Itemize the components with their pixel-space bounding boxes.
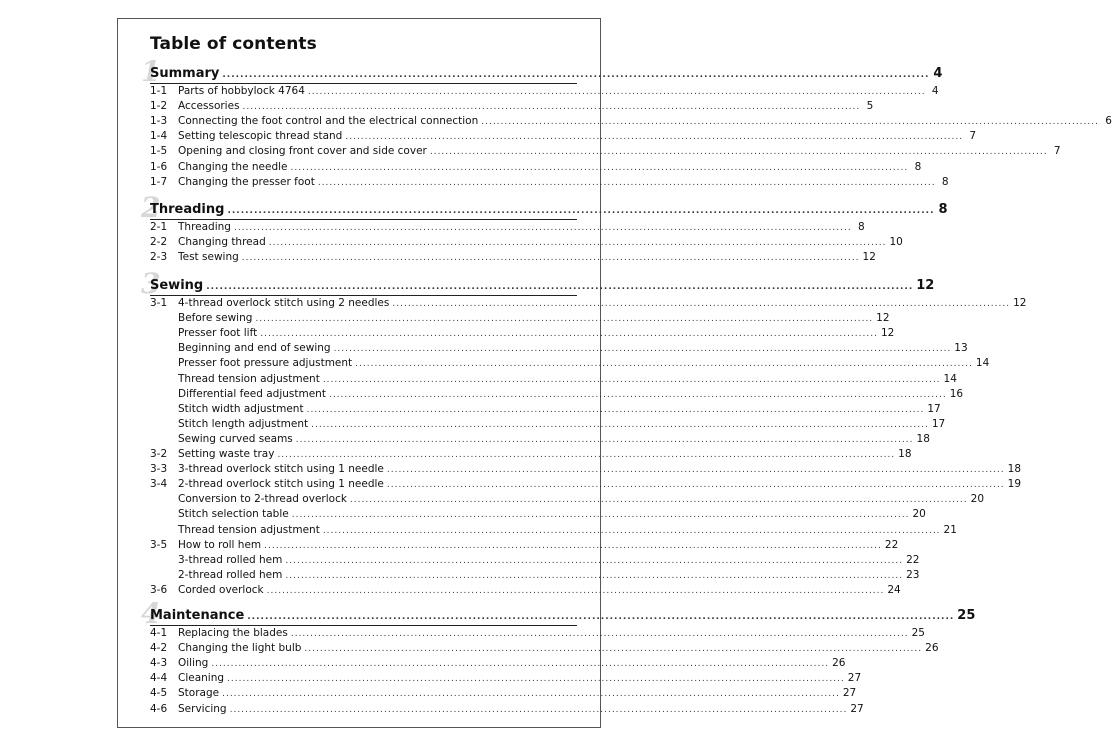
- entry-label: Sewing curved seams: [178, 432, 293, 445]
- dot-leader: ................................................................................................................................................................: [206, 282, 914, 292]
- entry-number: 2-2: [150, 236, 168, 249]
- section-heading-label: Summary: [150, 66, 220, 81]
- entry-page: 20: [912, 508, 926, 521]
- entry-label: Accessories: [178, 100, 240, 113]
- entry-number: 3-4: [150, 478, 168, 491]
- entry-number: 1-6: [150, 160, 168, 173]
- dot-leader: ................................................................................................................................................................: [290, 629, 909, 639]
- entry-label: Changing the presser foot: [178, 175, 315, 188]
- entry-page: 17: [927, 402, 941, 415]
- section-heading[interactable]: [150, 202, 948, 220]
- entry-page: 7: [1053, 145, 1061, 158]
- dot-leader: ................................................................................................................................................................: [481, 117, 1099, 128]
- toc-entry[interactable]: [150, 493, 985, 508]
- entry-page: 22: [884, 538, 899, 551]
- entry-page: 18: [898, 448, 912, 460]
- toc-entry[interactable]: [150, 85, 939, 100]
- section-heading-label: Sewing: [150, 278, 204, 293]
- entry-page: 26: [925, 642, 939, 655]
- toc-entry[interactable]: [150, 387, 964, 403]
- toc-entry[interactable]: [150, 236, 903, 251]
- entry-page: 10: [889, 236, 903, 249]
- entry-label: Threading: [178, 221, 231, 233]
- entry-page: 21: [943, 523, 957, 536]
- entry-label: Setting waste tray: [178, 448, 275, 460]
- toc-entry[interactable]: [150, 568, 920, 584]
- entry-label: Changing the light bulb: [178, 642, 302, 655]
- section-heading-page: 8: [938, 202, 948, 217]
- entry-label: Beginning and end of sewing: [178, 342, 331, 355]
- entry-page: 12: [1013, 297, 1027, 309]
- entry-number: 1-4: [150, 130, 168, 143]
- entry-label: Thread tension adjustment: [178, 523, 320, 536]
- toc-entry[interactable]: [150, 642, 939, 657]
- section-heading[interactable]: [150, 608, 976, 626]
- entry-number: 4-1: [150, 627, 168, 639]
- entry-label: Before sewing: [178, 312, 253, 325]
- dot-leader: ................................................................................................................................................................: [241, 253, 860, 264]
- entry-page: 4: [931, 85, 939, 97]
- toc-entry[interactable]: [150, 672, 862, 687]
- entry-page: 18: [916, 432, 930, 445]
- entry-page: 7: [969, 130, 977, 143]
- section-heading-page: 25: [957, 608, 976, 623]
- entry-label: How to roll hem: [178, 538, 262, 551]
- entry-number: 1-1: [150, 85, 168, 97]
- dot-leader: ................................................................................................................................................................: [222, 689, 840, 700]
- entry-page: 13: [954, 342, 968, 355]
- dot-leader: ................................................................................................................................................................: [345, 132, 964, 143]
- entry-number: 3-5: [150, 538, 168, 551]
- entry-number: 4-3: [150, 657, 168, 670]
- toc-entry[interactable]: [150, 478, 1022, 493]
- entry-label: Setting telescopic thread stand: [178, 130, 343, 143]
- dot-leader: ................................................................................................................................................................: [260, 329, 878, 340]
- entry-label: Opening and closing front cover and side cover: [178, 145, 427, 158]
- dot-leader: ................................................................................................................................................................: [328, 389, 947, 400]
- toc-entry[interactable]: [150, 553, 920, 569]
- entry-page: 14: [943, 372, 957, 385]
- entry-page: 8: [914, 160, 922, 173]
- dot-leader: ................................................................................................................................................................: [268, 238, 887, 249]
- entry-label: Changing the needle: [178, 160, 288, 173]
- dot-leader: ................................................................................................................................................................: [264, 540, 882, 551]
- entry-page: 17: [931, 417, 946, 430]
- entry-number: 3-3: [150, 463, 168, 476]
- entry-number: 4-2: [150, 642, 168, 655]
- toc-entry[interactable]: [150, 448, 912, 463]
- toc-entry[interactable]: [150, 538, 899, 554]
- toc-entry[interactable]: [150, 145, 1061, 160]
- section-number-marker: 1: [141, 55, 161, 88]
- section-number-marker: 2: [141, 191, 161, 224]
- dot-leader: ................................................................................................................................................................: [285, 570, 904, 581]
- dot-leader: ................................................................................................................................................................: [222, 70, 930, 80]
- entry-page: 5: [866, 100, 874, 113]
- dot-leader: ................................................................................................................................................................: [227, 674, 845, 685]
- entry-number: 2-3: [150, 251, 168, 264]
- entry-label: Oiling: [178, 657, 209, 670]
- dot-leader: ................................................................................................................................................................: [333, 344, 952, 355]
- entry-number: 1-3: [150, 115, 168, 128]
- toc-entry[interactable]: [150, 342, 968, 357]
- dot-leader: ................................................................................................................................................................: [429, 147, 1048, 158]
- toc-entry[interactable]: [150, 627, 925, 642]
- entry-label: Conversion to 2-thread overlock: [178, 493, 347, 506]
- entry-number: 3-2: [150, 448, 168, 460]
- entry-page: 18: [1007, 463, 1022, 476]
- dot-leader: ................................................................................................................................................................: [322, 374, 941, 385]
- entry-number: 3-1: [150, 297, 168, 309]
- entry-page: 25: [911, 627, 925, 639]
- dot-leader: ................................................................................................................................................................: [304, 644, 923, 655]
- entry-label: Stitch selection table: [178, 508, 289, 521]
- toc-entry[interactable]: [150, 251, 876, 266]
- entry-label: Stitch width adjustment: [178, 402, 304, 415]
- toc-entry[interactable]: [150, 160, 922, 176]
- entry-page: 14: [975, 357, 990, 370]
- entry-label: 2-thread rolled hem: [178, 568, 283, 581]
- dot-leader: ................................................................................................................................................................: [386, 465, 1005, 476]
- entry-page: 19: [1007, 478, 1022, 491]
- toc-entry[interactable]: [150, 463, 1022, 478]
- dot-leader: ................................................................................................................................................................: [242, 102, 861, 113]
- entry-label: Thread tension adjustment: [178, 372, 320, 385]
- dot-leader: ................................................................................................................................................................: [285, 555, 904, 566]
- entry-page: 6: [1105, 115, 1112, 128]
- entry-label: Servicing: [178, 702, 227, 715]
- entry-page: 20: [970, 493, 985, 506]
- entry-number: 4-4: [150, 672, 168, 685]
- dot-leader: ................................................................................................................................................................: [227, 206, 935, 216]
- entry-number: 4-5: [150, 687, 168, 700]
- entry-label: Changing thread: [178, 236, 266, 249]
- dot-leader: ................................................................................................................................................................: [306, 404, 925, 415]
- toc-entry[interactable]: [150, 175, 949, 191]
- dot-leader: ................................................................................................................................................................: [277, 450, 896, 460]
- dot-leader: ................................................................................................................................................................: [211, 659, 830, 670]
- entry-number: 4-6: [150, 702, 168, 715]
- dot-leader: ................................................................................................................................................................: [386, 480, 1005, 491]
- dot-leader: ................................................................................................................................................................: [311, 419, 929, 430]
- entry-page: 8: [941, 175, 949, 188]
- dot-leader: ................................................................................................................................................................: [290, 162, 909, 173]
- toc-entry[interactable]: [150, 372, 957, 388]
- entry-number: 1-2: [150, 100, 168, 113]
- dot-leader: ................................................................................................................................................................: [317, 177, 936, 188]
- dot-leader: ................................................................................................................................................................: [291, 510, 910, 521]
- section-heading-label: Threading: [150, 202, 225, 217]
- toc-entry[interactable]: [150, 312, 890, 327]
- section-heading-page: 4: [933, 66, 943, 81]
- toc-entry[interactable]: [150, 100, 874, 115]
- toc-entry[interactable]: [150, 702, 864, 718]
- entry-label: Stitch length adjustment: [178, 417, 309, 430]
- toc-entry[interactable]: [150, 523, 957, 539]
- entry-label: Replacing the blades: [178, 627, 288, 639]
- toc-entry[interactable]: [150, 297, 1027, 312]
- toc-entry[interactable]: [150, 432, 930, 448]
- dot-leader: ................................................................................................................................................................: [322, 525, 941, 536]
- dot-leader: ................................................................................................................................................................: [349, 495, 968, 506]
- toc-entry[interactable]: [150, 583, 901, 599]
- entry-label: Test sewing: [178, 251, 239, 264]
- section-heading[interactable]: [150, 278, 935, 296]
- entry-page: 12: [862, 251, 876, 264]
- entry-number: 1-5: [150, 145, 168, 158]
- dot-leader: ................................................................................................................................................................: [392, 299, 1011, 309]
- toc-entry[interactable]: [150, 402, 941, 418]
- page-title: Table of contents: [150, 34, 317, 54]
- toc-entry[interactable]: [150, 115, 1112, 130]
- section-number-marker: 4: [141, 597, 161, 630]
- toc-entry[interactable]: [150, 357, 990, 372]
- toc-entry[interactable]: [150, 327, 895, 342]
- entry-label: Differential feed adjustment: [178, 387, 326, 400]
- section-number-marker: 3: [141, 267, 161, 300]
- entry-label: 3-thread rolled hem: [178, 553, 283, 566]
- dot-leader: ................................................................................................................................................................: [295, 434, 914, 445]
- entry-page: 26: [832, 657, 846, 670]
- entry-label: Storage: [178, 687, 220, 700]
- entry-label: Presser foot pressure adjustment: [178, 357, 353, 370]
- entry-label: Parts of hobbylock 4764: [178, 85, 305, 97]
- entry-label: 4-thread overlock stitch using 2 needles: [178, 297, 390, 309]
- dot-leader: ................................................................................................................................................................: [255, 314, 874, 325]
- entry-label: Cleaning: [178, 672, 225, 685]
- toc-entry[interactable]: [150, 508, 926, 523]
- entry-page: 27: [850, 702, 864, 715]
- toc-entry[interactable]: [150, 417, 946, 433]
- entry-label: 3-thread overlock stitch using 1 needle: [178, 463, 384, 476]
- dot-leader: ................................................................................................................................................................: [307, 87, 926, 97]
- dot-leader: ................................................................................................................................................................: [266, 585, 885, 596]
- entry-number: 1-7: [150, 175, 168, 188]
- toc-entry[interactable]: [150, 221, 865, 236]
- dot-leader: ................................................................................................................................................................: [247, 612, 955, 622]
- dot-leader: ................................................................................................................................................................: [229, 704, 848, 715]
- entry-page: 27: [842, 687, 857, 700]
- entry-number: 2-1: [150, 221, 168, 233]
- section-heading-label: Maintenance: [150, 608, 245, 623]
- entry-label: Presser foot lift: [178, 327, 258, 340]
- entry-page: 8: [858, 221, 865, 233]
- entry-page: 23: [906, 568, 920, 581]
- entry-page: 12: [880, 327, 895, 340]
- entry-label: Connecting the foot control and the electrical connection: [178, 115, 479, 128]
- entry-page: 27: [847, 672, 862, 685]
- entry-number: 3-6: [150, 583, 168, 596]
- section-heading-page: 12: [916, 278, 935, 293]
- dot-leader: ................................................................................................................................................................: [233, 223, 852, 233]
- entry-page: 22: [906, 553, 920, 566]
- entry-page: 16: [949, 387, 964, 400]
- section-heading[interactable]: [150, 66, 943, 84]
- entry-page: 24: [887, 583, 901, 596]
- entry-page: 12: [876, 312, 890, 325]
- dot-leader: ................................................................................................................................................................: [355, 359, 973, 370]
- entry-label: 2-thread overlock stitch using 1 needle: [178, 478, 384, 491]
- toc-entry[interactable]: [150, 130, 977, 145]
- toc-entry[interactable]: [150, 657, 846, 672]
- entry-label: Corded overlock: [178, 583, 264, 596]
- toc-entry[interactable]: [150, 687, 857, 702]
